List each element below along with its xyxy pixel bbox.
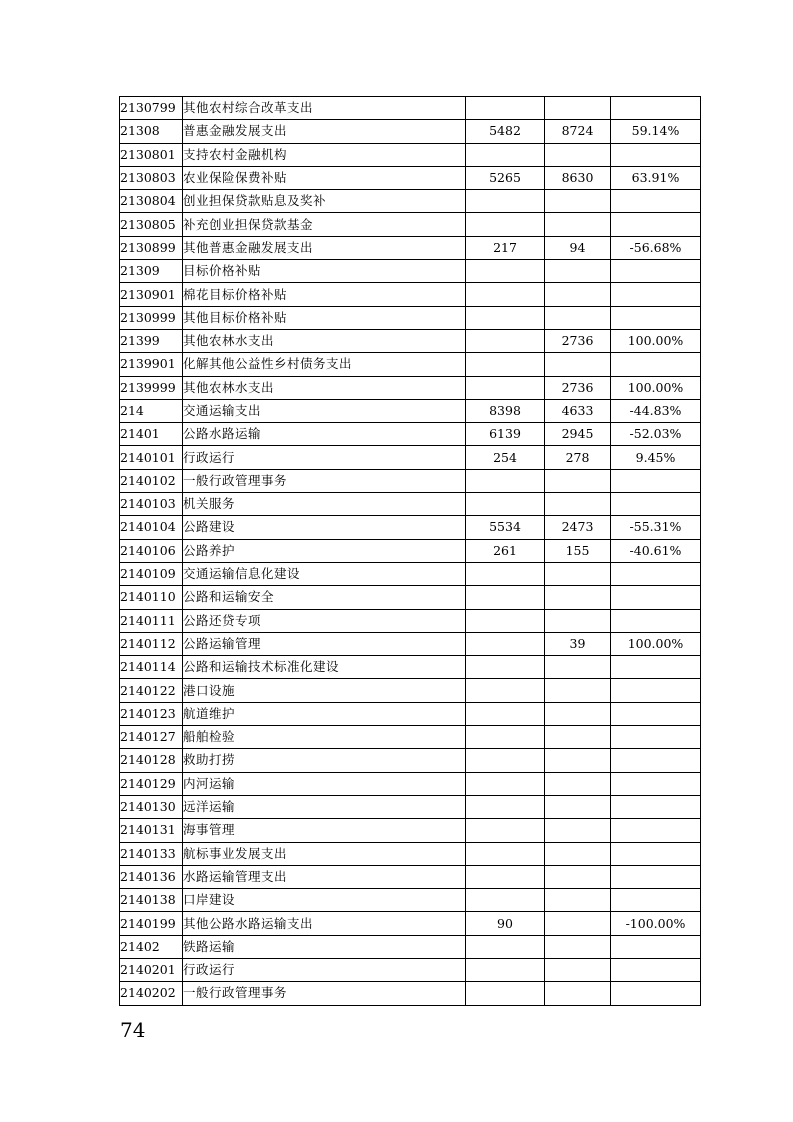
item-name-cell: 航标事业发展支出 [183,842,466,865]
change-percent-cell [611,702,701,725]
table-row [120,213,701,236]
item-code-cell: 2140122 [120,679,183,702]
item-name-cell: 棉花目标价格补贴 [183,283,466,306]
table-row [120,958,701,981]
item-code-cell: 2140112 [120,632,183,655]
value-current-cell [545,586,611,609]
item-code-cell: 2140127 [120,726,183,749]
table-row [120,562,701,585]
table-row [120,120,701,143]
table-row [120,632,701,655]
item-code-cell: 2130999 [120,306,183,329]
change-percent-cell [611,283,701,306]
item-name-cell: 农业保险保费补贴 [183,166,466,189]
table-row [120,423,701,446]
value-current-cell: 155 [545,539,611,562]
item-code-cell: 2140102 [120,469,183,492]
value-prior-cell [466,376,545,399]
value-prior-cell [466,958,545,981]
table-row [120,143,701,166]
item-name-cell: 一般行政管理事务 [183,982,466,1005]
change-percent-cell [611,772,701,795]
value-prior-cell [466,190,545,213]
value-current-cell: 8724 [545,120,611,143]
value-prior-cell [466,609,545,632]
budget-table-body [120,97,701,1006]
value-prior-cell [466,772,545,795]
value-prior-cell [466,889,545,912]
table-row [120,260,701,283]
item-code-cell: 2139999 [120,376,183,399]
value-prior-cell: 8398 [466,399,545,422]
item-name-cell: 交通运输支出 [183,399,466,422]
value-current-cell [545,97,611,120]
value-prior-cell [466,493,545,516]
change-percent-cell: -44.83% [611,399,701,422]
value-prior-cell [466,982,545,1005]
item-name-cell: 铁路运输 [183,935,466,958]
change-percent-cell [611,469,701,492]
item-name-cell: 目标价格补贴 [183,260,466,283]
value-prior-cell [466,679,545,702]
value-current-cell [545,306,611,329]
table-row [120,493,701,516]
change-percent-cell: 63.91% [611,166,701,189]
value-current-cell [545,819,611,842]
item-name-cell: 其他普惠金融发展支出 [183,236,466,259]
value-prior-cell [466,749,545,772]
value-current-cell [545,469,611,492]
table-row [120,772,701,795]
item-name-cell: 行政运行 [183,958,466,981]
item-name-cell: 救助打捞 [183,749,466,772]
value-prior-cell [466,842,545,865]
value-current-cell: 4633 [545,399,611,422]
value-prior-cell [466,562,545,585]
item-name-cell: 远洋运输 [183,795,466,818]
value-prior-cell [466,213,545,236]
item-name-cell: 其他农林水支出 [183,329,466,352]
table-row [120,283,701,306]
value-prior-cell: 217 [466,236,545,259]
item-code-cell: 2140114 [120,656,183,679]
item-name-cell: 交通运输信息化建设 [183,562,466,585]
item-code-cell: 2140131 [120,819,183,842]
table-row [120,469,701,492]
change-percent-cell: -52.03% [611,423,701,446]
change-percent-cell [611,842,701,865]
change-percent-cell [611,143,701,166]
value-current-cell: 2473 [545,516,611,539]
table-row [120,306,701,329]
item-code-cell: 2140128 [120,749,183,772]
item-code-cell: 21309 [120,260,183,283]
table-row [120,912,701,935]
value-current-cell [545,749,611,772]
item-code-cell: 2139901 [120,353,183,376]
table-row [120,842,701,865]
item-code-cell: 2140110 [120,586,183,609]
table-row [120,679,701,702]
value-prior-cell: 5482 [466,120,545,143]
item-code-cell: 2130799 [120,97,183,120]
value-current-cell: 2736 [545,329,611,352]
item-name-cell: 其他目标价格补贴 [183,306,466,329]
change-percent-cell [611,306,701,329]
table-row [120,236,701,259]
change-percent-cell: 100.00% [611,376,701,399]
value-prior-cell [466,283,545,306]
change-percent-cell [611,562,701,585]
change-percent-cell [611,726,701,749]
value-current-cell [545,260,611,283]
change-percent-cell [611,819,701,842]
value-prior-cell [466,819,545,842]
value-prior-cell: 90 [466,912,545,935]
item-code-cell: 2140130 [120,795,183,818]
value-prior-cell [466,865,545,888]
value-prior-cell [466,143,545,166]
table-row [120,329,701,352]
change-percent-cell: 100.00% [611,329,701,352]
change-percent-cell [611,493,701,516]
item-code-cell: 2130801 [120,143,183,166]
item-name-cell: 其他农村综合改革支出 [183,97,466,120]
change-percent-cell: -56.68% [611,236,701,259]
item-code-cell: 2140111 [120,609,183,632]
value-prior-cell: 261 [466,539,545,562]
item-name-cell: 水路运输管理支出 [183,865,466,888]
item-code-cell: 2140101 [120,446,183,469]
item-code-cell: 2140103 [120,493,183,516]
item-code-cell: 2130805 [120,213,183,236]
value-current-cell [545,213,611,236]
item-name-cell: 支持农村金融机构 [183,143,466,166]
change-percent-cell [611,935,701,958]
table-row [120,889,701,912]
table-row [120,702,701,725]
item-code-cell: 2140104 [120,516,183,539]
value-current-cell: 2736 [545,376,611,399]
change-percent-cell: 9.45% [611,446,701,469]
table-row [120,609,701,632]
item-name-cell: 补充创业担保贷款基金 [183,213,466,236]
change-percent-cell [611,656,701,679]
item-code-cell: 21399 [120,329,183,352]
item-code-cell: 2140201 [120,958,183,981]
change-percent-cell: -40.61% [611,539,701,562]
value-prior-cell [466,353,545,376]
table-row [120,656,701,679]
value-current-cell: 278 [545,446,611,469]
item-name-cell: 创业担保贷款贴息及奖补 [183,190,466,213]
value-prior-cell [466,306,545,329]
value-current-cell [545,283,611,306]
value-current-cell [545,702,611,725]
table-row [120,982,701,1005]
value-current-cell [545,842,611,865]
value-current-cell [545,679,611,702]
value-prior-cell [466,260,545,283]
change-percent-cell [611,260,701,283]
value-current-cell [545,912,611,935]
change-percent-cell [611,889,701,912]
table-row [120,399,701,422]
item-code-cell: 2140123 [120,702,183,725]
value-prior-cell: 254 [466,446,545,469]
value-current-cell: 8630 [545,166,611,189]
value-current-cell [545,143,611,166]
change-percent-cell [611,609,701,632]
value-current-cell [545,353,611,376]
value-current-cell [545,656,611,679]
change-percent-cell [611,749,701,772]
item-name-cell: 机关服务 [183,493,466,516]
value-current-cell [545,795,611,818]
change-percent-cell [611,679,701,702]
item-code-cell: 21308 [120,120,183,143]
item-code-cell: 2140129 [120,772,183,795]
value-prior-cell [466,469,545,492]
change-percent-cell: 100.00% [611,632,701,655]
value-prior-cell [466,632,545,655]
value-current-cell [545,726,611,749]
item-name-cell: 公路运输管理 [183,632,466,655]
budget-table [119,96,701,1006]
table-row [120,516,701,539]
item-name-cell: 航道维护 [183,702,466,725]
change-percent-cell [611,586,701,609]
table-row [120,446,701,469]
change-percent-cell [611,982,701,1005]
value-prior-cell [466,795,545,818]
item-code-cell: 2140133 [120,842,183,865]
table-row [120,376,701,399]
item-code-cell: 2140109 [120,562,183,585]
change-percent-cell [611,190,701,213]
change-percent-cell [611,353,701,376]
value-current-cell: 2945 [545,423,611,446]
item-name-cell: 公路还贷专项 [183,609,466,632]
item-name-cell: 船舶检验 [183,726,466,749]
table-row [120,795,701,818]
change-percent-cell: -55.31% [611,516,701,539]
table-row [120,97,701,120]
value-prior-cell [466,97,545,120]
item-name-cell: 其他公路水路运输支出 [183,912,466,935]
item-name-cell: 公路和运输技术标准化建设 [183,656,466,679]
value-current-cell: 39 [545,632,611,655]
table-row [120,865,701,888]
table-row [120,353,701,376]
item-code-cell: 2130803 [120,166,183,189]
change-percent-cell [611,97,701,120]
item-code-cell: 2140202 [120,982,183,1005]
value-current-cell [545,609,611,632]
value-current-cell [545,865,611,888]
change-percent-cell: -100.00% [611,912,701,935]
value-current-cell [545,958,611,981]
item-name-cell: 内河运输 [183,772,466,795]
item-name-cell: 普惠金融发展支出 [183,120,466,143]
item-code-cell: 2140136 [120,865,183,888]
value-current-cell [545,562,611,585]
value-prior-cell [466,702,545,725]
table-row [120,819,701,842]
table-row [120,166,701,189]
item-name-cell: 其他农林水支出 [183,376,466,399]
item-code-cell: 2140106 [120,539,183,562]
item-name-cell: 口岸建设 [183,889,466,912]
change-percent-cell [611,795,701,818]
table-row [120,586,701,609]
value-current-cell [545,772,611,795]
value-current-cell [545,190,611,213]
item-code-cell: 2130899 [120,236,183,259]
value-prior-cell [466,586,545,609]
item-name-cell: 公路水路运输 [183,423,466,446]
value-current-cell [545,982,611,1005]
value-current-cell [545,889,611,912]
item-code-cell: 2130804 [120,190,183,213]
item-code-cell: 2140138 [120,889,183,912]
item-name-cell: 行政运行 [183,446,466,469]
table-row [120,726,701,749]
value-prior-cell [466,726,545,749]
item-code-cell: 214 [120,399,183,422]
change-percent-cell [611,865,701,888]
table-row [120,749,701,772]
item-name-cell: 公路建设 [183,516,466,539]
change-percent-cell: 59.14% [611,120,701,143]
item-name-cell: 公路和运输安全 [183,586,466,609]
value-prior-cell: 5265 [466,166,545,189]
change-percent-cell [611,213,701,236]
item-name-cell: 化解其他公益性乡村债务支出 [183,353,466,376]
value-current-cell [545,935,611,958]
item-code-cell: 21401 [120,423,183,446]
page-number: 74 [120,1018,146,1042]
value-current-cell [545,493,611,516]
item-code-cell: 2130901 [120,283,183,306]
table-row [120,190,701,213]
item-code-cell: 21402 [120,935,183,958]
change-percent-cell [611,958,701,981]
item-code-cell: 2140199 [120,912,183,935]
item-name-cell: 一般行政管理事务 [183,469,466,492]
item-name-cell: 海事管理 [183,819,466,842]
value-prior-cell [466,329,545,352]
table-row [120,539,701,562]
value-prior-cell: 5534 [466,516,545,539]
item-name-cell: 港口设施 [183,679,466,702]
value-prior-cell [466,656,545,679]
table-row [120,935,701,958]
value-prior-cell: 6139 [466,423,545,446]
value-current-cell: 94 [545,236,611,259]
value-prior-cell [466,935,545,958]
item-name-cell: 公路养护 [183,539,466,562]
